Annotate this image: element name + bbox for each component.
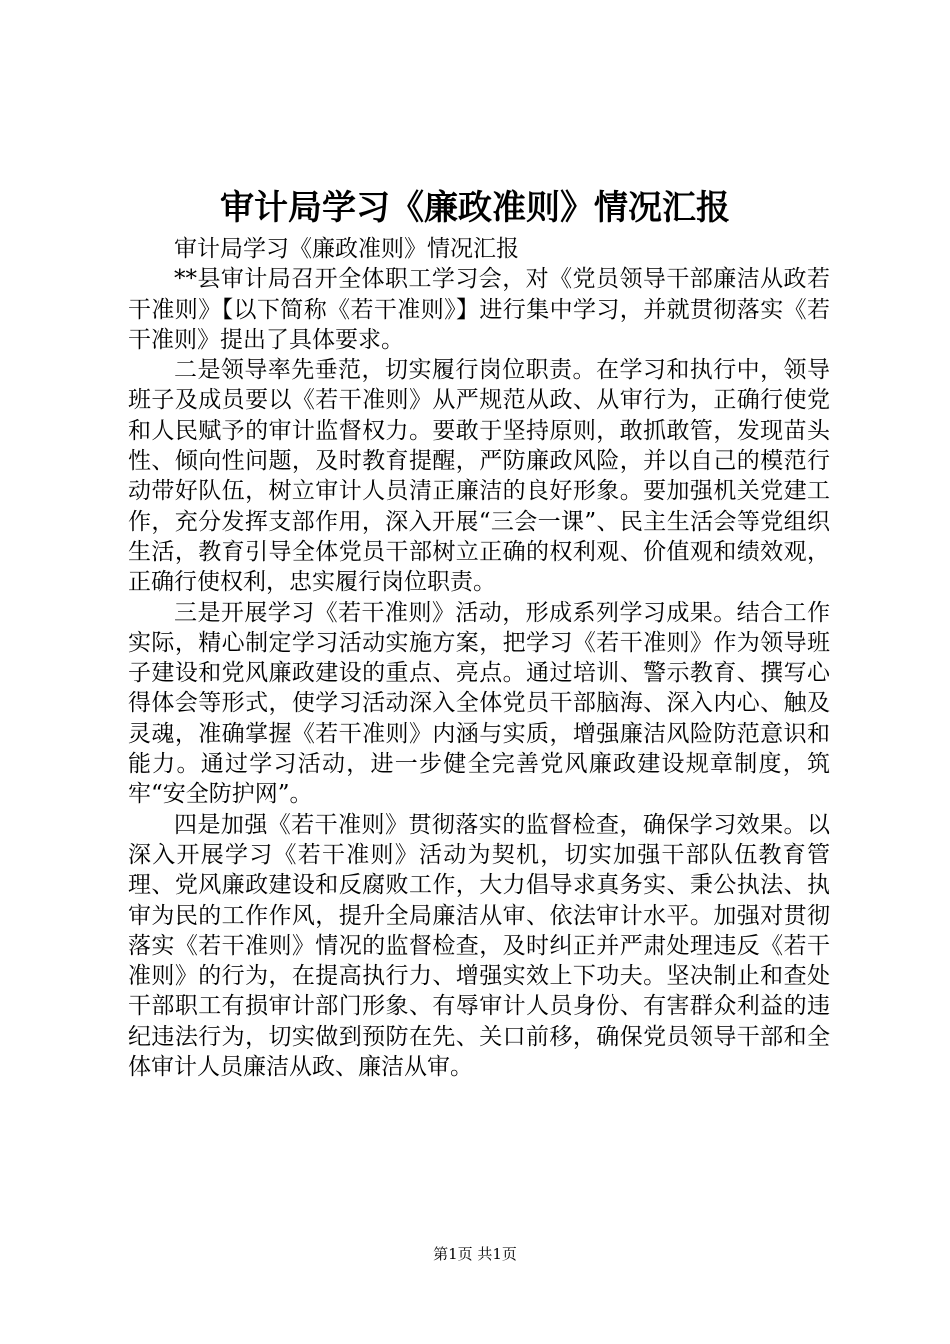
paragraph-fourth: 四是加强《若干准则》贯彻落实的监督检查，确保学习效果。以深入开展学习《若干准则》活动为契机，切实加强干部队伍教育管理、党风廉政建设和反腐败工作，大力倡导求真务实、秉公执法、执审为民的工作作风，提升全局廉洁从审、依法审计水平。加强对贯彻落实《若干准则》情况的监督检查，及时纠正并严肃处理违反《若干准则》的行为，在提高执行力、增强实效上下功夫。坚决制止和查处干部职工有损审计部门形象、有辱审计人员身份、有害群众利益的违纪违法行为，切实做到预防在先、关口前移，确保党员领导干部和全体审计人员廉洁从政、廉洁从审。: [128, 811, 830, 1081]
paragraph-intro: **县审计局召开全体职工学习会，对《党员领导干部廉洁从政若干准则》【以下简称《若干准则》】进行集中学习，并就贯彻落实《若干准则》提出了具体要求。: [128, 266, 830, 353]
paragraph-second: 二是领导率先垂范，切实履行岗位职责。在学习和执行中，领导班子及成员要以《若干准则》从严规范从政、从审行为，正确行使党和人民赋予的审计监督权力。要敢于坚持原则，敢抓敢管，发现苗头性、倾向性问题，及时教育提醒，严防廉政风险，并以自己的模范行动带好队伍，树立审计人员清正廉洁的良好形象。要加强机关党建工作，充分发挥支部作用，深入开展“三会一课”、民主生活会等党组织生活，教育引导全体党员干部树立正确的权利观、价值观和绩效观，正确行使权利，忠实履行岗位职责。: [128, 357, 830, 596]
paragraph-third: 三是开展学习《若干准则》活动，形成系列学习成果。结合工作实际，精心制定学习活动实施方案，把学习《若干准则》作为领导班子建设和党风廉政建设的重点、亮点。通过培训、警示教育、撰写心得体会等形式，使学习活动深入全体党员干部脑海、深入内心、触及灵魂，准确掌握《若干准则》内涵与实质，增强廉洁风险防范意识和能力。通过学习活动，进一步健全完善党风廉政建设规章制度，筑牢“安全防护网”。: [128, 599, 830, 808]
page-footer: 第1页 共1页: [433, 1245, 517, 1263]
paragraph-subtitle: 审计局学习《廉政准则》情况汇报: [174, 236, 519, 262]
document-title: 审计局学习《廉政准则》情况汇报: [220, 188, 730, 228]
document-body: [128, 234, 830, 1082]
